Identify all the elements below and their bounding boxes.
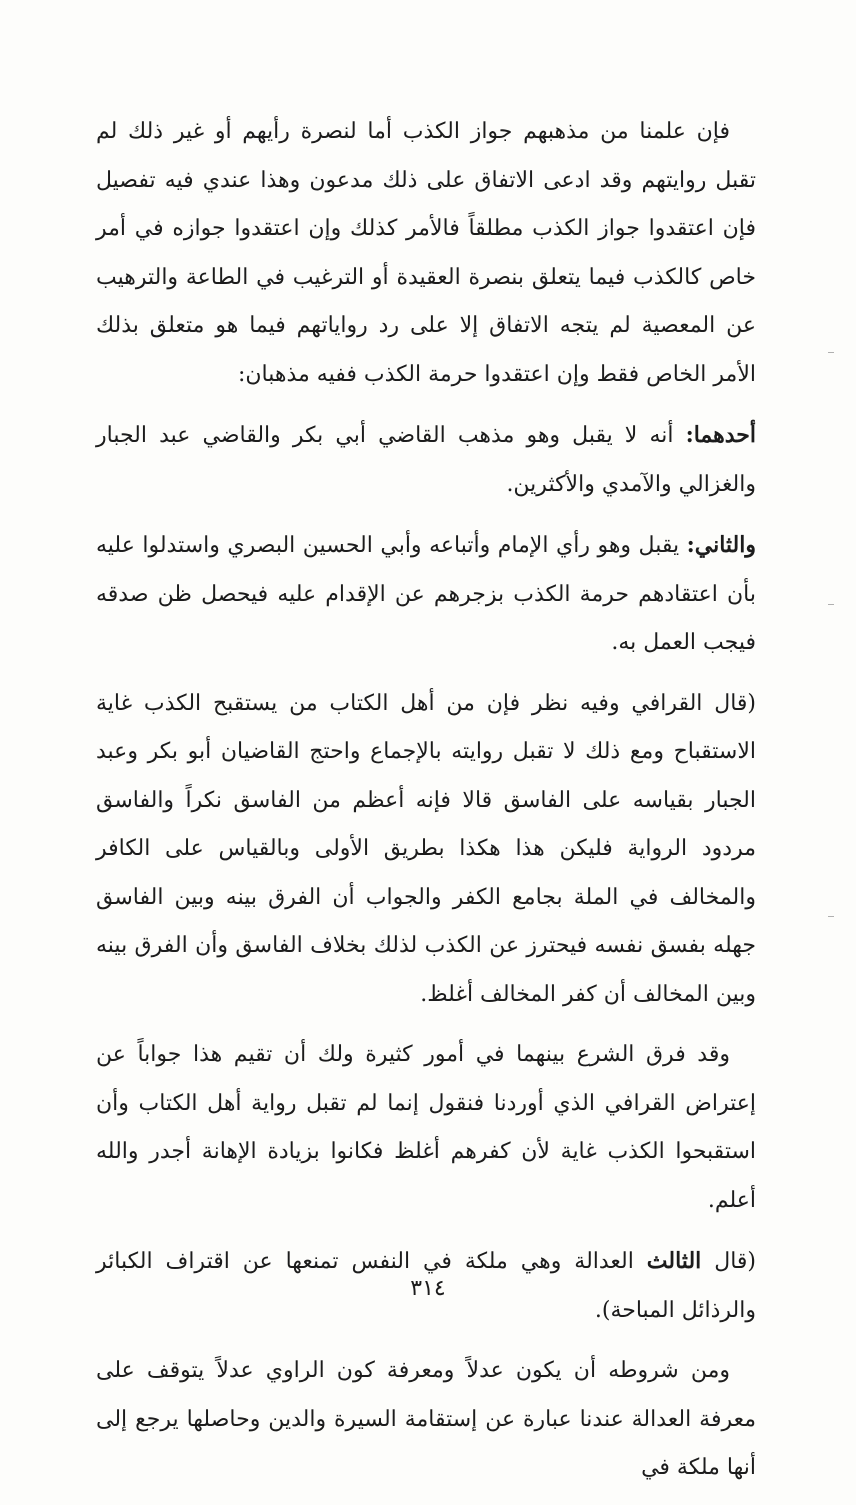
- paragraph-4-text: (قال القرافي وفيه نظر فإن من أهل الكتاب من يستقبح الكذب غاية الاستقباح ومع ذلك لا تقبل روايته بالإجماع واحتج القاضيان أبو بكر وعبد الجبار بقياسه على الفاسق قالا فإنه أعظم من الفاسق نكراً والفاسق مردود الرواية فليكن هذا هكذا بطريق الأولى وبالقياس على الكافر والمخالف في الملة بجامع الكفر والجواب أن الفرق بينه وبين الفاسق جهله بفسق نفسه فيحترز عن الكذب لذلك بخلاف الفاسق وأن الفرق بينه وبين المخالف أن كفر المخالف أغلظ.: [96, 690, 756, 1007]
- paragraph-1-text: فإن علمنا من مذهبهم جواز الكذب أما لنصرة رأيهم أو غير ذلك لم تقبل روايتهم وقد ادعى الاتفاق على ذلك مدعون وهذا عندي فيه تفصيل فإن اعتقدوا جواز الكذب مطلقاً فالأمر كذلك وإن اعتقدوا جوازه في أمر خاص كالكذب فيما يتعلق بنصرة العقيدة أو الترغيب في الطاعة والترهيب عن المعصية لم يتجه الاتفاق إلا على رد رواياتهم فيما هو متعلق بذلك الأمر الخاص فقط وإن اعتقدوا حرمة الكذب ففيه مذهبان:: [96, 119, 756, 387]
- margin-mark: [828, 604, 834, 605]
- paragraph-5: [96, 1031, 756, 1225]
- page-number: ٣١٤: [410, 1276, 446, 1301]
- paragraph-7: [96, 1347, 756, 1493]
- paragraph-3: [96, 521, 756, 668]
- paragraph-3-text: يقبل وهو رأي الإمام وأتباعه وأبي الحسين البصري واستدلوا عليه بأن اعتقادهم حرمة الكذب بزجرهم عن الإقدام عليه فيحصل ظن صدقه فيجب العمل به.: [96, 533, 756, 655]
- paragraph-2-lead: أحدهما:: [685, 422, 756, 448]
- paragraph-4: [96, 680, 756, 1020]
- paragraph-6-prefix: (قال: [701, 1249, 756, 1274]
- margin-mark: [828, 352, 834, 353]
- paragraph-6-lead: الثالث: [646, 1248, 702, 1274]
- margin-mark: [828, 916, 834, 917]
- paragraph-6-text: العدالة وهي ملكة في النفس تمنعها عن اقتراف الكبائر والرذائل المباحة).: [96, 1249, 756, 1323]
- paragraph-2: [96, 411, 756, 509]
- paragraph-7-text: ومن شروطه أن يكون عدلاً ومعرفة كون الراوي عدلاً يتوقف على معرفة العدالة عندنا عبارة عن إستقامة السيرة والدين وحاصلها يرجع إلى أنها ملكة في: [96, 1358, 756, 1480]
- paragraph-5-text: وقد فرق الشرع بينهما في أمور كثيرة ولك أن تقيم هذا جواباً عن إعتراض القرافي الذي أوردنا فنقول إنما لم تقبل رواية أهل الكتاب وأن استقبحوا الكذب غاية لأن كفرهم أغلظ فكانوا بزيادة الإهانة أجدر والله أعلم.: [96, 1042, 756, 1213]
- paragraph-2-text: أنه لا يقبل وهو مذهب القاضي أبي بكر والقاضي عبد الجبار والغزالي والآمدي والأكثرين.: [96, 423, 756, 497]
- paragraph-1: [96, 108, 756, 399]
- paragraph-3-lead: والثاني:: [686, 532, 756, 558]
